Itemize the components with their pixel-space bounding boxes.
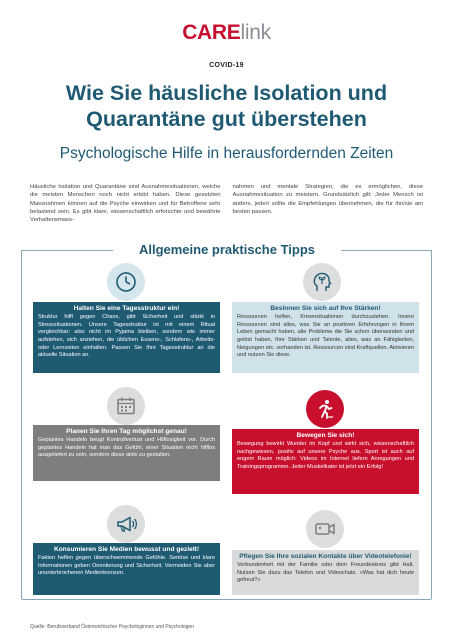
clock-icon [107,263,145,301]
calendar-icon [107,387,145,425]
tips-frame-line-right [341,250,432,251]
tip-card-staerken [232,302,419,373]
tip-head: Besinnen Sie sich auf Ihre Stärken! [270,305,381,312]
page-subtitle: Psychologische Hilfe in herausfordernden Zeiten [59,145,394,162]
tip-body: Verbundenheit mit der Familie oder dem Freundeskreis gibt Halt. Nutzen Sie dazu das Telefon und Videochats. «Was hat dich heute gefreut?» [237,562,414,584]
tip-head: Pflegen Sie Ihre sozialen Kontakte über Videotelefonie! [239,553,412,560]
tip-card-tagesstruktur [33,302,220,373]
runner-icon [306,390,344,428]
video-camera-icon [306,510,344,548]
logo-care: CARE [182,21,241,44]
tip-head: Bewegen Sie sich! [296,432,355,439]
logo-link: link [240,21,271,44]
intro-column-2: nahmen und mentale Strategien, die es ermöglichen, diese Ausnahmesituation zu meistern. Grundsätzlich gilt: Jeder Mensch ist anders, jede/r sollte die Empfehlungen übernehmen, die für ihn/sie am besten passen. [232,184,423,215]
topic-label: COVID-19 [209,62,244,69]
source-note: Quelle: Berufsverband Österreichischer Psychologinnen und Psychologen [30,624,194,630]
tip-body: Struktur hilft gegen Chaos, gibt Sicherheit und stärkt in Stresssituationen. Unsere Tagesstruktur ist mit einem Ritual vergleichbar: also nicht im Pyjama bleiben, sondern wie immer aufstehen, sich anziehen, die üblichen Essens-, Schlafens-, Arbeits- oder Lernzeiten einhalten. Passen Sie Ihre Tagesstruktur an die aktuelle Situation an. [38,314,215,359]
tip-card-tag-planen [33,425,220,481]
tips-heading: Allgemeine praktische Tipps [138,242,316,257]
tip-body: Fakten helfen gegen überschwemmende Gefühle. Seriöse und klare Informationen geben Orientierung und Sicherheit. Vermeiden Sie aber ununterbrochenen Medienkonsum. [38,555,215,577]
title-line-2: Quarantäne gut überstehen [86,107,367,131]
tips-frame-line-left [21,250,113,251]
title-line-1: Wie Sie häusliche Isolation und [65,81,388,105]
tip-head: Halten Sie eine Tagesstruktur ein! [73,305,180,312]
carelink-logo [0,21,453,45]
head-plant-icon [303,263,341,301]
tip-card-bewegen [232,429,419,494]
tip-body: Ressourcen helfen, Krisensituationen durchzustehen. Innere Ressourcen sind alles, was Sie an positiven Erfahrungen in Ihrem Leben gemacht haben, alle Probleme die Sie schon überwunden und gelöst haben, Ihre Stärken und Talente, alles, was an Fähigkeiten, Neigungen etc. vorhanden ist. Ressourcen sind Kraftquellen. Aktivieren und nutzen Sie diese. [237,314,414,359]
intro-column-1: Häusliche Isolation und Quarantäne sind Ausnahmesituationen, welche die meisten Menschen noch nicht erlebt haben. Diese gesetzten Massnahmen können auf die Psyche einwirken und für Betroffene sehr belastend sein. Es gibt klare, wissenschaftlich erforschte und bewährte Verhaltensmass- [30,184,221,224]
tip-card-medien [33,543,220,595]
tip-body: Geplantes Handeln beugt Kontrollverlust und Hilflosigkeit vor. Durch geplantes Handeln hat man das Gefühl, einer Situation nicht hilflos ausgeliefert zu sein, sondern diese aktiv zu gestalten. [38,437,215,459]
tip-head: Konsumieren Sie Medien bewusst und gezielt! [53,546,200,553]
intro-text [30,183,423,224]
tip-body: Bewegung bewirkt Wunder im Kopf und wirkt sich, wissenschaftlich nachgewiesen, positiv auf unsere Psyche aus. Sport ist auch auf engem Raum möglich: Videos im Internet liefern Anregungen und Trainingsprogramme. Jeder Muskelkater ist jetzt ein Erfolg! [237,441,414,470]
tip-head: Planen Sie Ihren Tag möglichst genau! [66,428,187,435]
page-title [10,80,443,132]
tip-card-soziale-kontakte [232,550,419,595]
megaphone-icon [107,505,145,543]
